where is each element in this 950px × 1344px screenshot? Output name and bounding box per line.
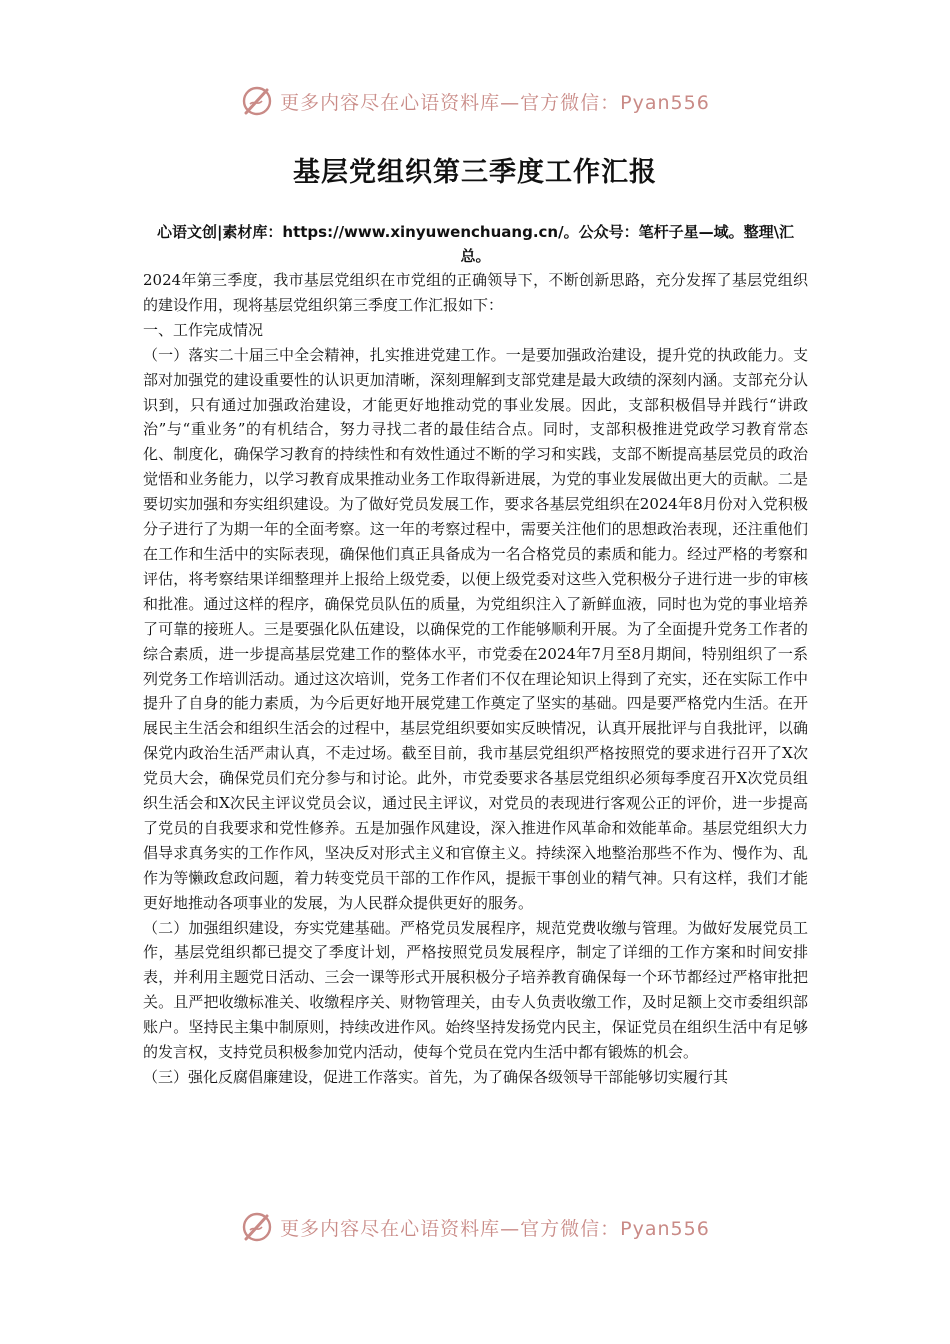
opening-paragraph: 2024年第三季度，我市基层党组织在市党组的正确领导下，不断创新思路，充分发挥了基层党组织的建设作用，现将基层党组织第三季度工作汇报如下： xyxy=(143,271,808,314)
document-body xyxy=(143,268,808,1090)
footer-banner xyxy=(0,1210,950,1244)
brush-logo-icon xyxy=(240,1210,274,1244)
source-intro: 心语文创|素材库：https://www.xinyuwenchuang.cn/。公众号：笔杆子星—域。整理\汇总。 xyxy=(156,223,795,265)
section-heading: 一、工作完成情况 xyxy=(143,320,264,339)
header-banner xyxy=(0,84,950,118)
body-paragraph-1: （一）落实二十届三中全会精神，扎实推进党建工作。一是要加强政治建设，提升党的执政能力。支部对加强党的建设重要性的认识更加清晰，深刻理解到支部党建是最大政绩的深刻内涵。支部充分认识到，只有通过加强政治建设，才能更好地推动党的事业发展。因此，支部积极倡导并践行“讲政治”与“重业务”的有机结合，努力寻找二者的最佳结合点。同时，支部积极推进党政学习教育常态化、制度化，确保学习教育的持续性和有效性通过不断的学习和实践，支部不断提高基层党员的政治觉悟和业务能力，以学习教育成果推动业务工作取得新进展，为党的事业发展做出更大的贡献。二是要切实加强和夯实组织建设。为了做好党员发展工作，要求各基层党组织在2024年8月份对入党积极分子进行了为期一年的全面考察。这一年的考察过程中，需要关注他们的思想政治表现，还注重他们在工作和生活中的实际表现，确保他们真正具备成为一名合格党员的素质和能力。经过严格的考察和评估，将考察结果详细整理并上报给上级党委，以便上级党委对这些入党积极分子进行进一步的审核和批准。通过这样的程序，确保党员队伍的质量，为党组织注入了新鲜血液，同时也为党的事业培养了可靠的接班人。三是要强化队伍建设，以确保党的工作能够顺利开展。为了全面提升党务工作者的综合素质，进一步提高基层党建工作的整体水平，市党委在2024年7月至8月期间，特别组织了一系列党务工作培训活动。通过这次培训，党务工作者们不仅在理论知识上得到了充实，还在实际工作中提升了自身的能力素质，为今后更好地开展党建工作奠定了坚实的基础。四是要严格党内生活。在开展民主生活会和组织生活会的过程中，基层党组织要如实反映情况，认真开展批评与自我批评，以确保党内政治生活严肃认真，不走过场。截至目前，我市基层党组织严格按照党的要求进行召开了X次党员大会，确保党员们充分参与和讨论。此外，市党委要求各基层党组织必须每季度召开X次党员组织生活会和X次民主评议党员会议，通过民主评议，对党员的表现进行客观公正的评价，进一步提高了党员的自我要求和党性修养。五是加强作风建设，深入推进作风革命和效能革命。基层党组织大力倡导求真务实的工作作风，坚决反对形式主义和官僚主义。持续深入地整治那些不作为、慢作为、乱作为等懒政怠政问题，着力转变党员干部的工作作风，提振干事创业的精气神。只有这样，我们才能更好地推动各项事业的发展，为人民群众提供更好的服务。 xyxy=(143,345,808,912)
document-title: 基层党组织第三季度工作汇报 xyxy=(293,157,657,188)
brush-logo-icon xyxy=(240,84,274,118)
body-paragraph-2: （二）加强组织建设，夯实党建基础。严格党员发展程序，规范党费收缴与管理。为做好发展党员工作，基层党组织都已提交了季度计划，严格按照党员发展程序，制定了详细的工作方案和时间安排表，并利用主题党日活动、三会一课等形式开展积极分子培养教育确保每一个环节都经过严格审批把关。且严把收缴标准关、收缴程序关、财物管理关，由专人负责收缴工作，及时足额上交市委组织部账户。坚持民主集中制原则，持续改进作风。始终坚持发扬党内民主，保证党员在组织生活中有足够的发言权，支持党员积极参加党内活动，使每个党员在党内生活中都有锻炼的机会。 xyxy=(143,918,808,1062)
banner-text: 更多内容尽在心语资料库—官方微信：Pyan556 xyxy=(280,91,710,114)
body-paragraph-3: （三）强化反腐倡廉建设，促进工作落实。首先，为了确保各级领导干部能够切实履行其 xyxy=(143,1068,729,1086)
banner-text: 更多内容尽在心语资料库—官方微信：Pyan556 xyxy=(280,1217,710,1240)
